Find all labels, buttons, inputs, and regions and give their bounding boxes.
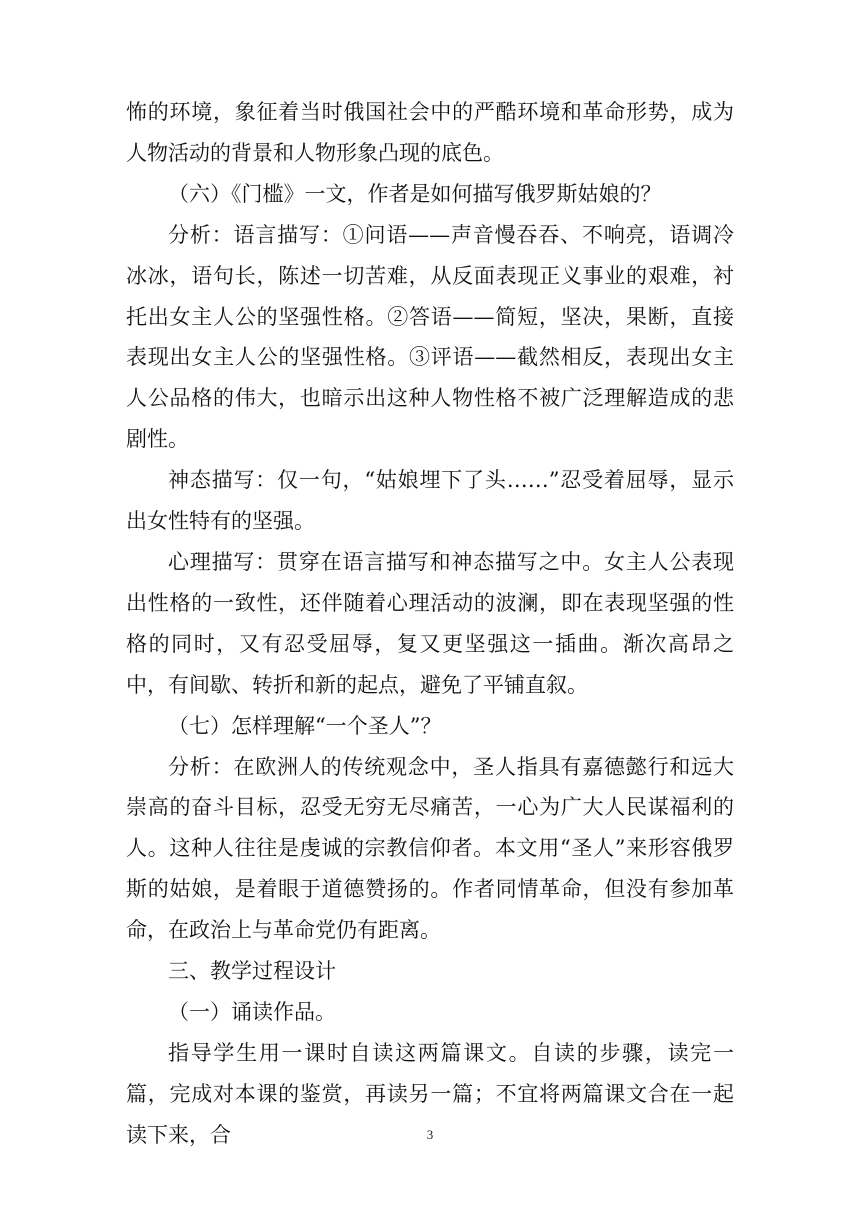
body-text (126, 92, 734, 1156)
paragraph-language-description: 分析：语言描写：①问语——声音慢吞吞、不响亮，语调冷冰冰，语句长，陈述一切苦难，从反面表现正义事业的艰难，衬托出女主人公的坚强性格。②答语——简短，坚决，果断，直接表现出女主人公的坚强性格。③评语——截然相反，表现出女主人公品格的伟大，也暗示出这种人物性格不被广泛理解造成的悲剧性。 (126, 222, 734, 452)
paragraph-expression-description: 神态描写：仅一句，“姑娘埋下了头……”忍受着屈辱，显示出女性特有的坚强。 (126, 468, 734, 534)
paragraph-continuation: 怖的环境，象征着当时俄国社会中的严酷环境和革命形势，成为人物活动的背景和人物形象凸现的底色。 (126, 100, 734, 165)
paragraph-guidance: 指导学生用一课时自读这两篇课文。自读的步骤，读完一篇，完成对本课的鉴赏，再读另一篇；不宜将两篇课文合在一起读下来，合 (126, 1040, 734, 1147)
page-number: 3 (426, 1127, 434, 1142)
question-heading-seven: （七）怎样理解“一个圣人”？ (168, 713, 442, 738)
paragraph-saint-analysis: 分析：在欧洲人的传统观念中，圣人指具有嘉德懿行和远大崇高的奋斗目标，忍受无穷无尽痛苦，一心为广大人民谋福利的人。这种人往往是虔诚的宗教信仰者。本文用“圣人”来形容俄罗斯的姑娘，是着眼于道德赞扬的。作者同情革命，但没有参加革命，在政治上与革命党仍有距离。 (126, 754, 734, 943)
subsection-heading-recite: （一）诵读作品。 (168, 999, 336, 1024)
paragraph-psychological-description: 心理描写：贯穿在语言描写和神态描写之中。女主人公表现出性格的一致性，还伴随着心理活动的波澜，即在表现坚强的性格的同时，又有忍受屈辱，复又更坚强这一插曲。渐次高昂之中，有间歇、转折和新的起点，避免了平铺直叙。 (126, 549, 734, 697)
question-heading-six: （六）《门槛》一文，作者是如何描写俄罗斯姑娘的？ (168, 181, 662, 206)
section-heading-teaching-process: 三、教学过程设计 (168, 959, 336, 984)
